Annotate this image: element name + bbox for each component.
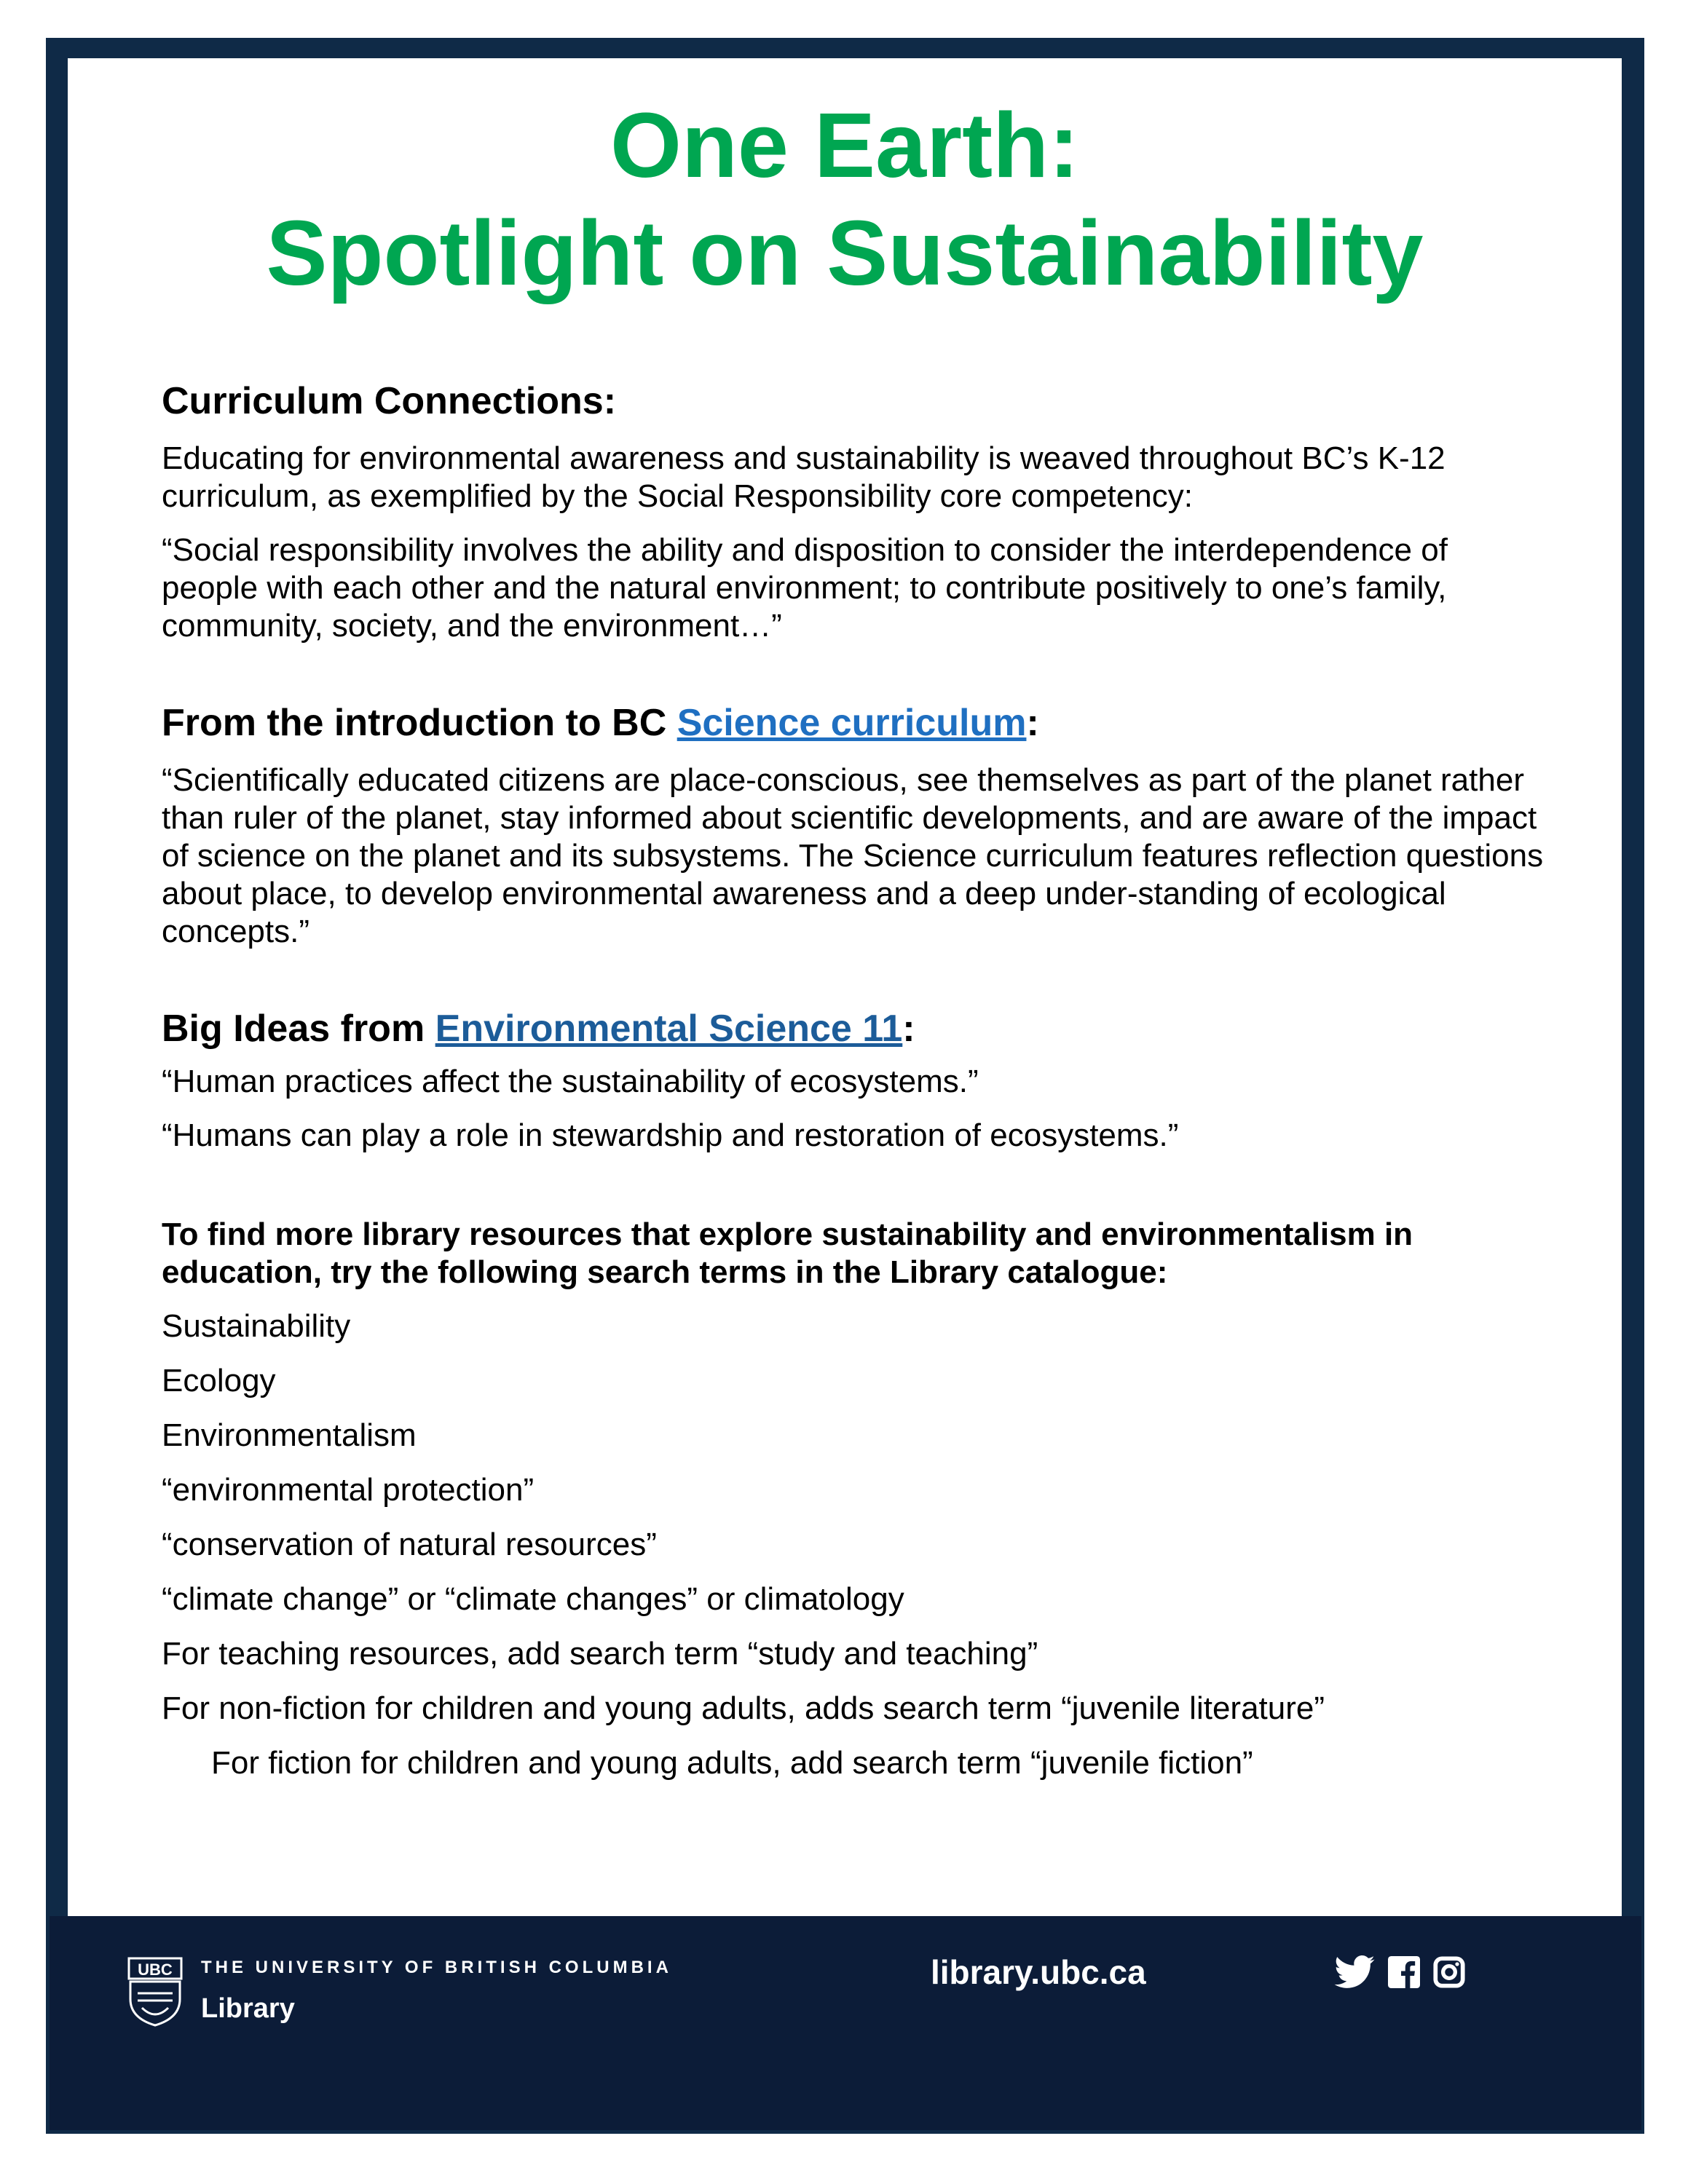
curriculum-heading: Curriculum Connections: xyxy=(162,380,617,422)
search-term: “climate change” or “climate changes” or climatology xyxy=(162,1581,904,1617)
science-curriculum-link[interactable]: Science curriculum xyxy=(677,702,1027,744)
search-term: “environmental protection” xyxy=(162,1472,535,1508)
title-line-2: Spotlight on Sustainability xyxy=(266,202,1424,304)
university-name: THE UNIVERSITY OF BRITISH COLUMBIA xyxy=(201,1958,672,1977)
search-terms-list xyxy=(162,1307,1545,1782)
science-heading-suffix: : xyxy=(1026,702,1039,744)
search-term: For non-fiction for children and young adults, adds search term “juvenile literature” xyxy=(162,1690,1325,1726)
search-term: For fiction for children and young adults, add search term “juvenile fiction” xyxy=(211,1745,1253,1781)
big-idea-item: “Human practices affect the sustainability of ecosystems.” xyxy=(162,1064,979,1099)
facebook-icon[interactable] xyxy=(1388,1956,1420,1988)
big-ideas-heading-prefix: Big Ideas from xyxy=(162,1008,435,1050)
social-responsibility-quote: “Social responsibility involves the ability and disposition to consider the interdependence of people with each other and the natural environment; to contribute positively to one’s family, community, society, and the environment…” xyxy=(162,532,1448,644)
search-term: “conservation of natural resources” xyxy=(162,1527,657,1562)
search-term: Sustainability xyxy=(162,1308,351,1344)
ubc-crest-logo xyxy=(127,1957,183,2027)
instagram-icon[interactable] xyxy=(1433,1956,1465,1988)
environmental-science-11-link[interactable]: Environmental Science 11 xyxy=(435,1008,903,1050)
search-term: For teaching resources, add search term “study and teaching” xyxy=(162,1636,1038,1671)
big-idea-item: “Humans can play a role in stewardship and restoration of ecosystems.” xyxy=(162,1117,1179,1153)
social-links xyxy=(1334,1955,1465,1989)
twitter-icon[interactable] xyxy=(1334,1955,1375,1989)
title-line-1: One Earth: xyxy=(610,94,1080,197)
search-term: Ecology xyxy=(162,1363,276,1398)
page-title xyxy=(68,92,1622,307)
search-heading: To find more library resources that explore sustainability and environmentalism in education, try the following search terms in the Library catalogue: xyxy=(162,1216,1413,1290)
science-heading-prefix: From the introduction to BC xyxy=(162,702,677,744)
big-ideas-heading-suffix: : xyxy=(902,1008,915,1050)
science-quote: “Scientifically educated citizens are place-conscious, see themselves as part of the planet rather than ruler of the planet, stay informed about scientific developments, and are aware of the impact of science on the planet and its subsystems. The Science curriculum features reflection questions about place, to develop environmental awareness and a deep under-standing of ecological concepts.” xyxy=(162,762,1544,949)
library-name: Library xyxy=(201,1993,295,2024)
big-ideas-heading xyxy=(162,1006,1545,1051)
search-term: Environmentalism xyxy=(162,1417,417,1453)
library-url-link[interactable]: library.ubc.ca xyxy=(931,1953,1146,1991)
main-content xyxy=(162,379,1545,1782)
curriculum-intro: Educating for environmental awareness and sustainability is weaved throughout BC’s K-12 curriculum, as exemplified by the Social Responsibility core competency: xyxy=(162,440,1446,514)
science-heading xyxy=(162,700,1545,745)
logo-text: UBC xyxy=(138,1961,173,1979)
